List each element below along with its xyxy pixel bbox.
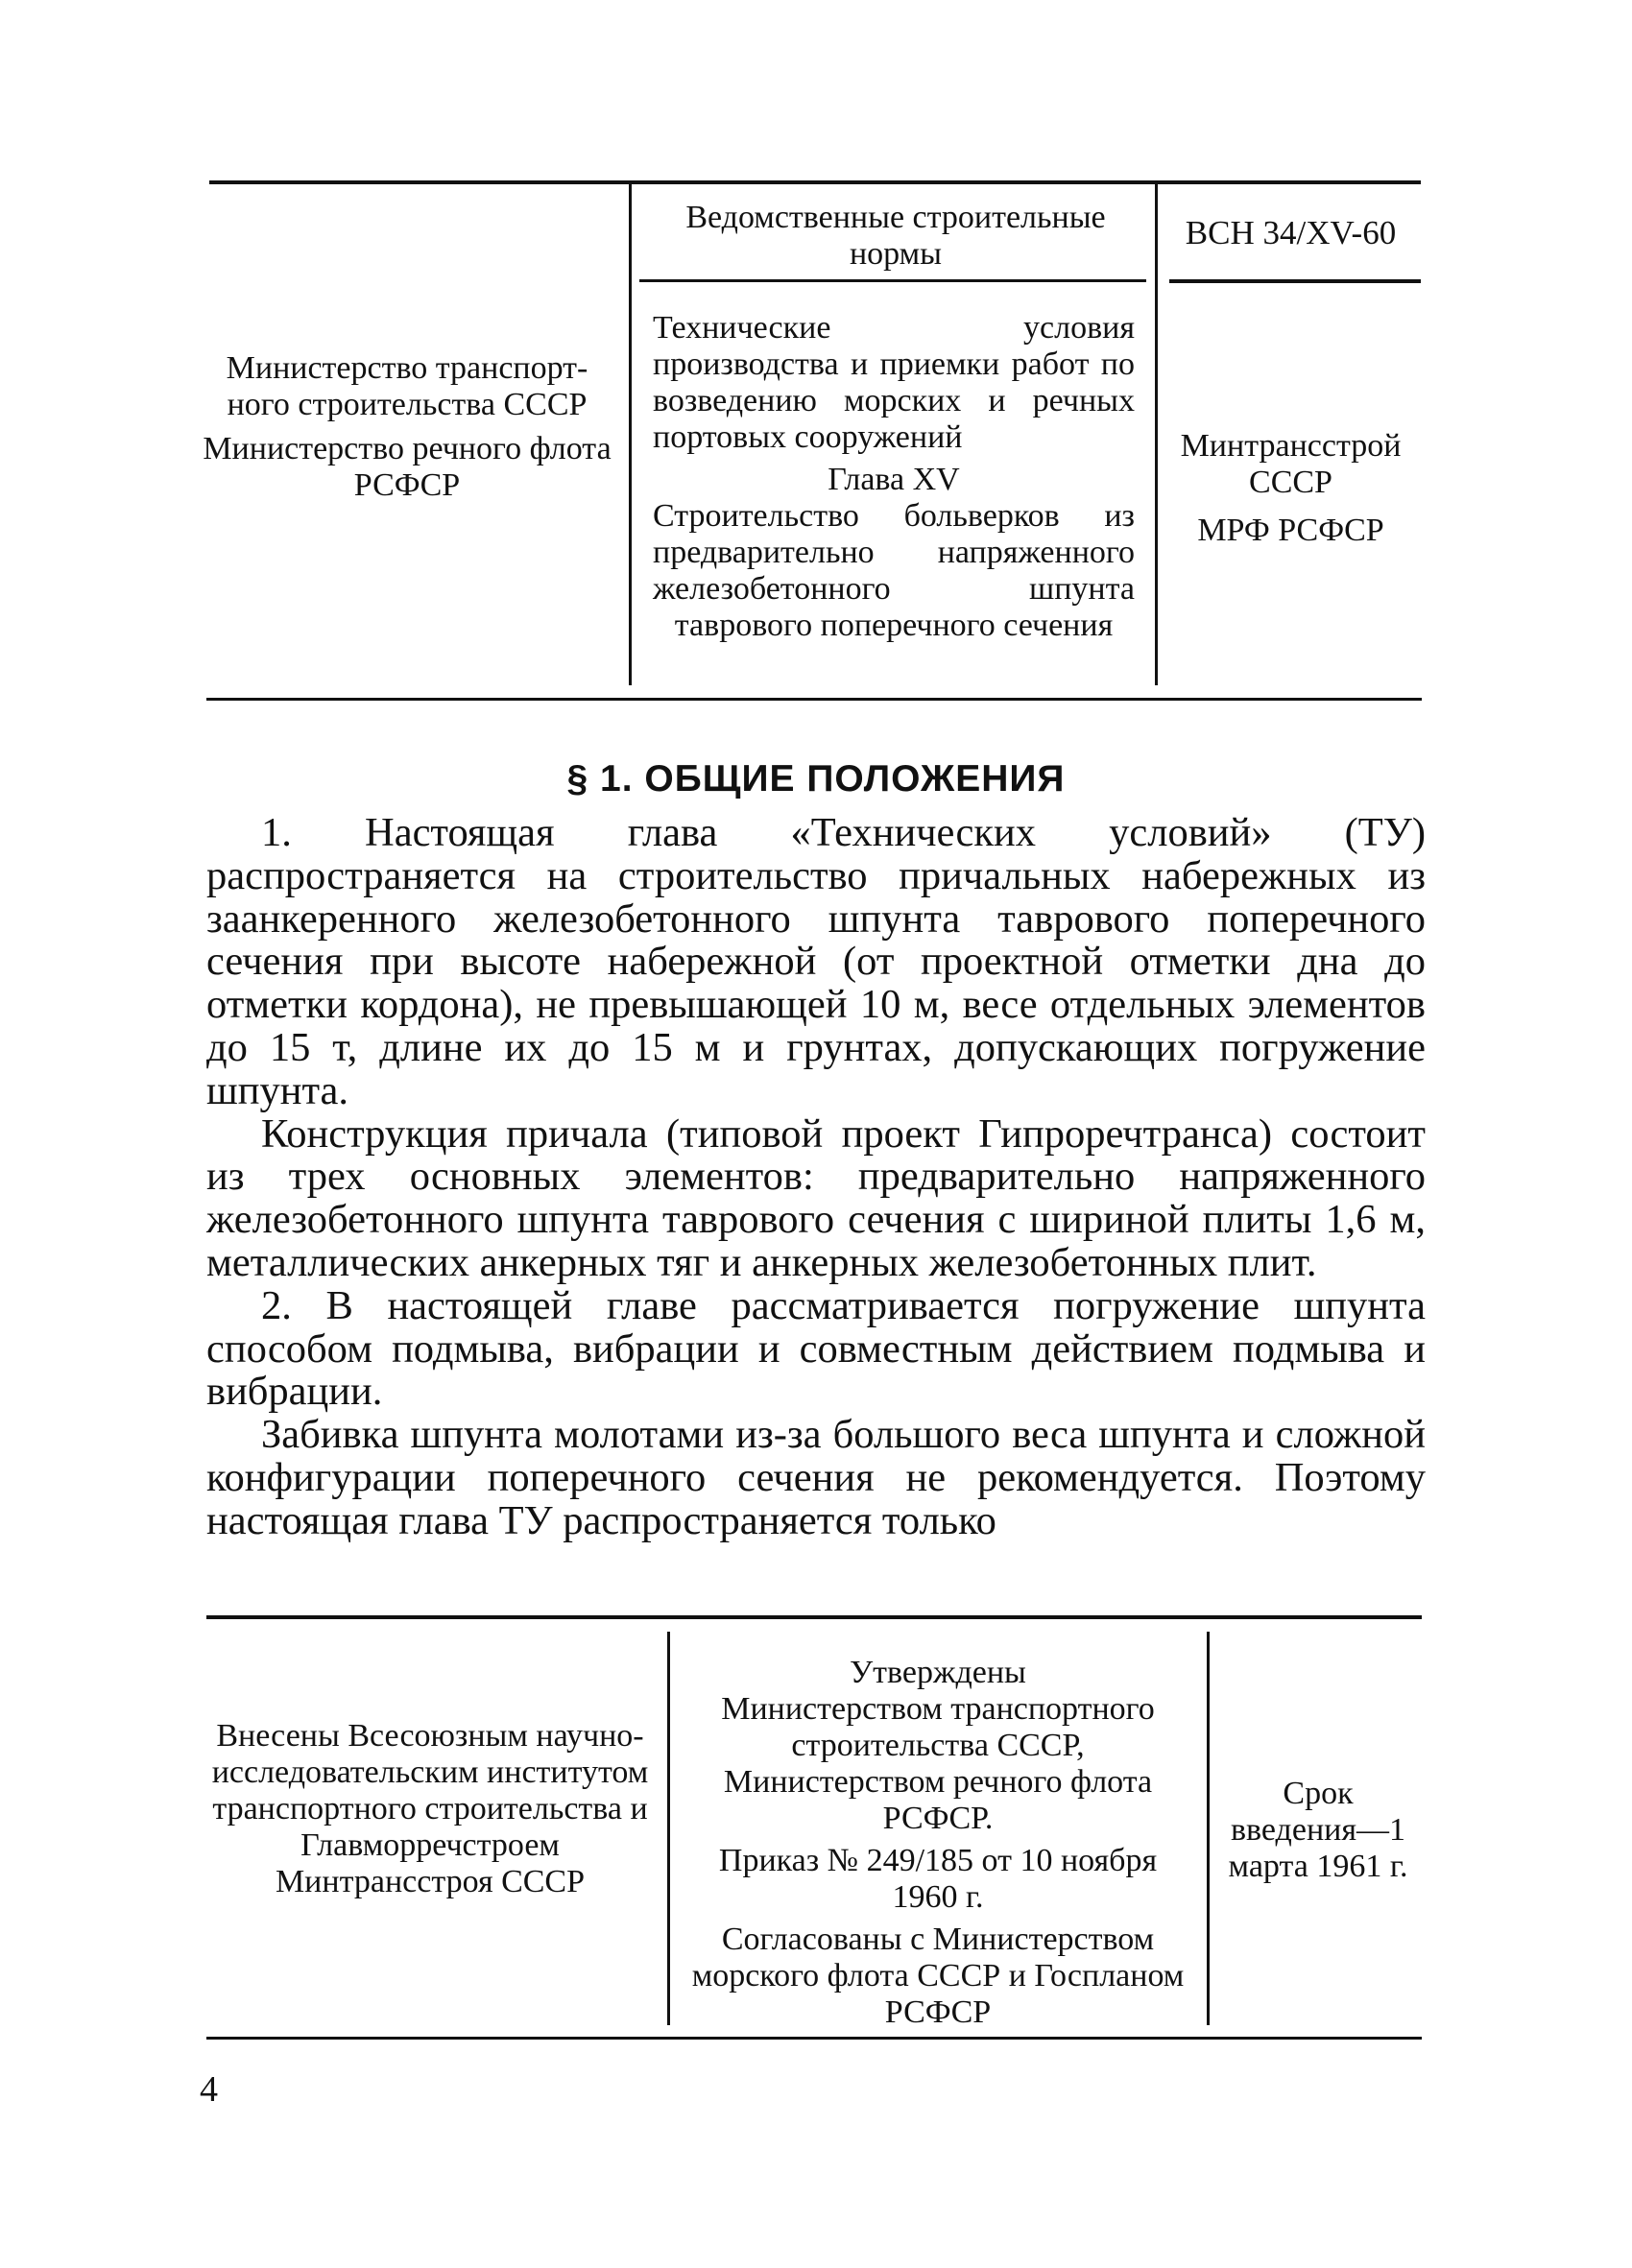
chapter-label: Глава XV (828, 462, 960, 497)
org-mintransstroy: Минтрансстрой СССР (1180, 428, 1402, 500)
document-title-block (653, 310, 1135, 644)
header-middle-rule-right (1169, 279, 1421, 283)
chapter-subtitle: Строительство больверков из предварительно напряженного железобетонного шпунта таврового поперечного сечения (653, 498, 1135, 643)
introduced-by: Внесены Всесоюзным научно-исследовательским институтом транспортного строительства и Главморречстроем Минтрансстроя СССР (211, 1718, 649, 1899)
document-type: Ведомственные строительные нормы (685, 200, 1106, 272)
section-heading: § 1. ОБЩИЕ ПОЛОЖЕНИЯ (566, 758, 1066, 800)
page-number: 4 (200, 2069, 218, 2110)
body-text (206, 812, 1426, 1543)
footer-divider-left (667, 1632, 670, 2025)
approved-title: Утверждены (850, 1655, 1026, 1690)
footer-divider-right (1207, 1632, 1210, 2025)
document-code: ВСН 34/XV-60 (1185, 214, 1397, 251)
approval-block (684, 1655, 1192, 2031)
ministry-river-fleet: Министерство речного флота РСФСР (203, 431, 612, 503)
short-organizations (1164, 428, 1418, 549)
paragraph: 2. В настоящей главе рассматривается погружение шпунта способом подмыва, вибрации и совместным действием подмыва и вибрации. (206, 1282, 1426, 1415)
paragraph: Конструкция причала (типовой проект Гипроречтранса) состоит из трех основных элементов: предварительно напряженного железобетонного шпунта таврового сечения с шириной плиты 1,6 м, металлических анкерных тяг и анкерных железобетонных плит. (206, 1110, 1426, 1285)
header-divider-left (629, 184, 632, 685)
footer-top-rule (206, 1615, 1422, 1619)
ministry-transport: Министерство транспорт-ного строительства СССР (226, 350, 588, 422)
org-mrf: МРФ РСФСР (1197, 513, 1384, 548)
footer-bottom-rule (206, 2037, 1422, 2040)
header-bottom-rule (206, 698, 1422, 701)
paragraph: 1. Настоящая глава «Технических условий» (ТУ) распространяется на строительство причальных набережных из заанкеренного железобетонного шпунта таврового поперечного сечения при высоте набережной (от проектной отметки дна до отметки кордона), не превышающей 10 м, весе отдельных элементов до 15 т, длине их до 15 м и грунтах, допускающих погружение шпунта. (206, 810, 1426, 1113)
paragraph: Забивка шпунта молотами из-за большого веса шпунта и сложной конфигурации поперечного сечения не рекомендуется. Поэтому настоящая глава ТУ распространяется только (206, 1412, 1426, 1543)
effective-date: Срок введения—1 марта 1961 г. (1228, 1776, 1408, 1884)
header-middle-rule-center (639, 279, 1146, 282)
document-title: Технические условия производства и приемки работ по возведению морских и речных портовых сооружений (653, 310, 1135, 455)
approved-text: Министерством транспортного строительства СССР, Министерством речного флота РСФСР. (721, 1691, 1155, 1836)
header-divider-right (1155, 184, 1158, 685)
header-top-rule (209, 180, 1421, 184)
issuing-ministries (197, 350, 617, 504)
order-text: Приказ № 249/185 от 10 ноября 1960 г. (718, 1843, 1158, 1915)
agreed-text: Согласованы с Министерством морского флота СССР и Госпланом РСФСР (691, 1922, 1185, 2030)
